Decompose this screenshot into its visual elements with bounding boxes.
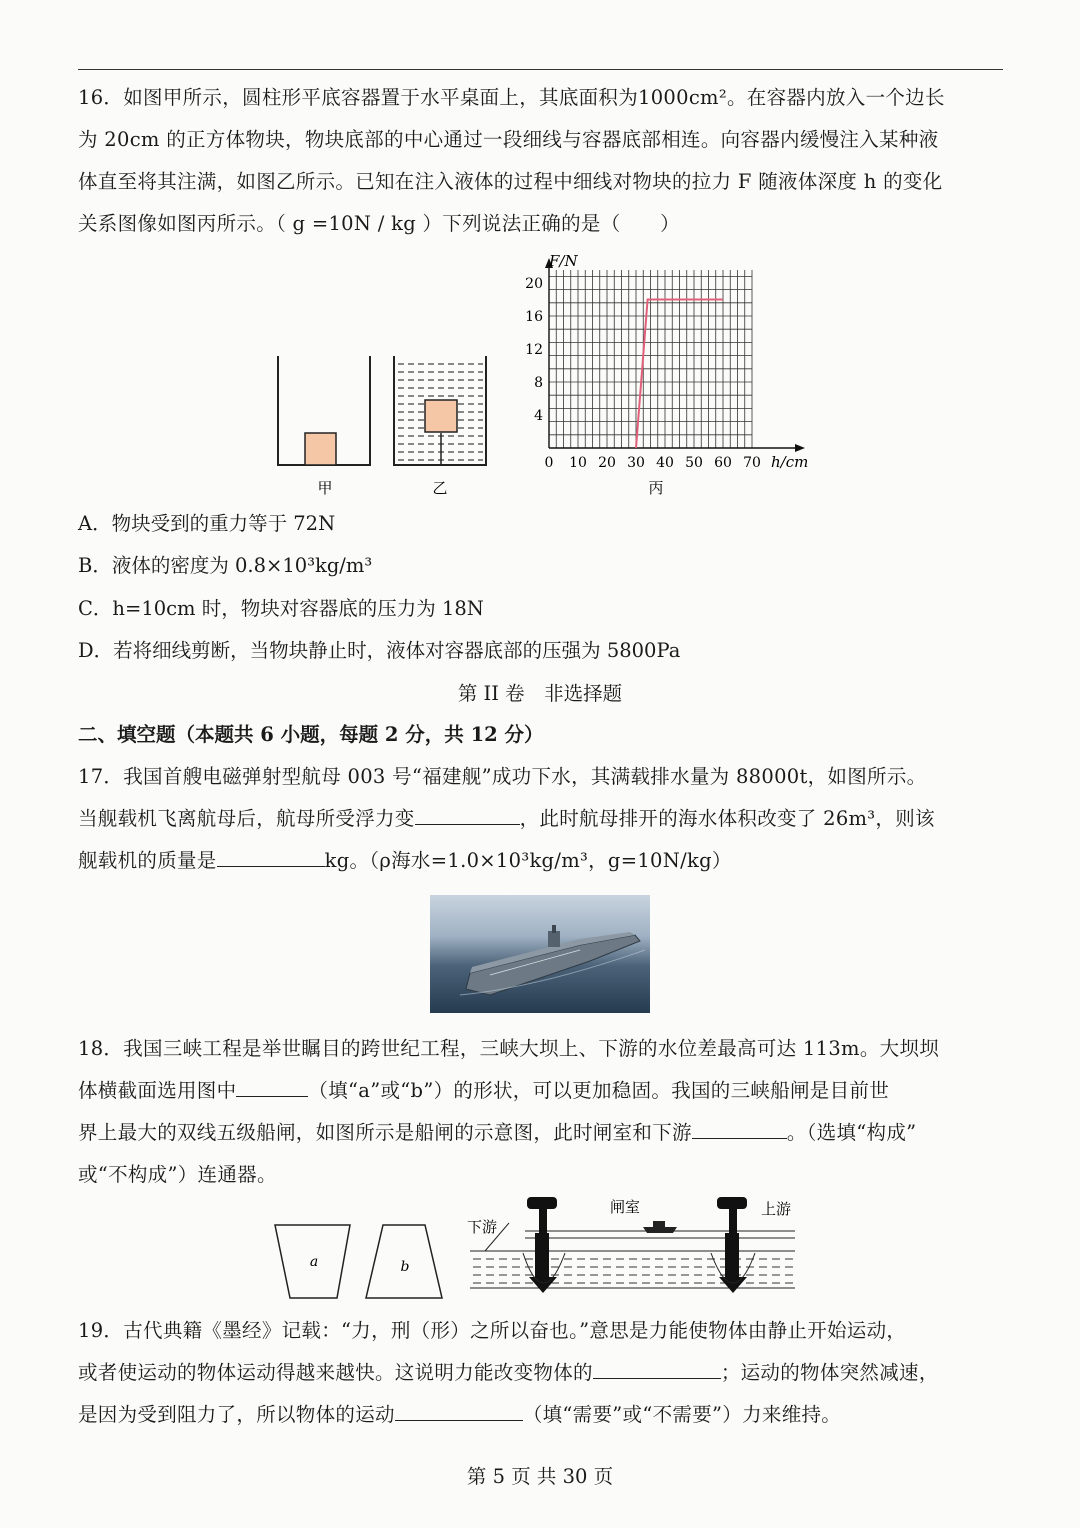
shape-a-label: a [309, 1254, 319, 1270]
x-axis-arrow [795, 444, 805, 452]
gate-right [717, 1197, 747, 1293]
option-a: A．物块受到的重力等于 72N [78, 512, 336, 535]
q18-line-1: 18．我国三峡工程是举世瞩目的跨世纪工程，三峡大坝上、下游的水位差最高可达 113m。大坝坝 [78, 1037, 940, 1060]
q19-line-2 [78, 1352, 1008, 1394]
question-19 [78, 1310, 1008, 1436]
q17-line-3b: kg。（ρ海水=1.0×10³kg/m³，g=10N/kg） [324, 849, 732, 872]
q19-line-3b: （填“需要”或“不需要”）力来维持。 [522, 1403, 842, 1426]
gate-left [527, 1197, 557, 1293]
q16-line-3: 体直至将其注满，如图乙所示。已知在注入液体的过程中细线对物块的拉力 F 随液体深度 h 的变化 [78, 170, 943, 193]
q19-line-1: 19．古代典籍《墨经》记载：“力，刑（形）之所以奋也。”意思是力能使物体由静止开始运动， [78, 1319, 907, 1342]
q17-line-2a: 当舰载机飞离航母后，航母所受浮力变 [78, 807, 415, 830]
y-tick-label: 16 [525, 309, 543, 325]
aircraft-carrier-photo [430, 895, 650, 1013]
blank-force-needed[interactable] [395, 1400, 523, 1421]
carrier-illustration [430, 895, 650, 1013]
q18-line-2a: 体横截面选用图中 [78, 1079, 237, 1102]
q17-line-3 [78, 840, 1008, 882]
option-b: B．液体的密度为 0.8×10³kg/m³ [78, 554, 373, 577]
figure-bing-chart [505, 248, 815, 503]
q17-line-3a: 舰载机的质量是 [78, 849, 217, 872]
x-tick-label: 40 [656, 455, 674, 471]
page-footer: 第 5 页 共 30 页 [466, 1465, 614, 1488]
question-16 [78, 77, 1008, 245]
blank-connected-vessel[interactable] [692, 1118, 787, 1139]
x-tick-label: 10 [569, 455, 587, 471]
q18-line-3 [78, 1112, 1008, 1154]
y-tick-label: 4 [534, 408, 543, 424]
x-axis-label: h/cm [771, 453, 809, 471]
figure-yi [388, 350, 498, 500]
x-tick-label: 0 [544, 455, 554, 471]
option-d: D．若将细线剪断，当物块静止时，液体对容器底部的压强为 5800Pa [78, 639, 681, 662]
blank-motion-state[interactable] [593, 1358, 721, 1379]
question-18 [78, 1028, 1008, 1196]
q17-line-1: 17．我国首艘电磁弹射型航母 003 号“福建舰”成功下水，其满载排水量为 88000t，如图所示。 [78, 765, 927, 788]
section-heading: 二、填空题（本题共 6 小题，每题 2 分，共 12 分） [78, 723, 544, 746]
block-jia [305, 433, 336, 465]
q19-line-2a: 或者使运动的物体运动得越来越快。这说明力能改变物体的 [78, 1361, 593, 1384]
x-tick-label: 60 [714, 455, 732, 471]
fig-label-yi: 乙 [432, 479, 448, 497]
figure-jia [270, 350, 380, 500]
q16-line-4: 关系图像如图丙所示。（ g =10N / kg ）下列说法正确的是（ ） [78, 212, 680, 235]
q18-line-3a: 界上最大的双线五级船闸，如图所示是船闸的示意图，此时闸室和下游 [78, 1121, 692, 1144]
question-17 [78, 756, 1008, 882]
fig-label-jia: 甲 [317, 479, 333, 497]
block-yi [425, 400, 457, 432]
chart-grid [549, 270, 752, 448]
q18-line-3b: 。（选填“构成” [786, 1121, 917, 1144]
blank-dam-shape[interactable] [236, 1076, 308, 1097]
option-c: C．h=10cm 时，物块对容器底的压力为 18N [78, 597, 484, 620]
x-tick-label: 50 [685, 455, 703, 471]
downstream-label: 下游 [467, 1218, 498, 1236]
q19-line-3a: 是因为受到阻力了，所以物体的运动 [78, 1403, 395, 1426]
y-tick-label: 12 [525, 342, 543, 358]
upstream-label: 上游 [761, 1200, 792, 1218]
x-tick-label: 20 [598, 455, 616, 471]
y-axis-label: F/N [549, 252, 578, 270]
dam-shapes [270, 1220, 450, 1305]
q19-line-3 [78, 1394, 1008, 1436]
blank-mass[interactable] [217, 846, 325, 867]
q16-line-1: 16．如图甲所示，圆柱形平底容器置于水平桌面上，其底面积为1000cm²。在容器内放入一个边长 [78, 86, 945, 109]
blank-buoyancy[interactable] [415, 804, 520, 825]
ship-icon [643, 1221, 677, 1233]
shape-b-label: b [400, 1259, 410, 1275]
q18-line-2 [78, 1070, 1008, 1112]
x-tick-label: 30 [627, 455, 645, 471]
fig-label-bing: 丙 [648, 479, 664, 497]
section-ii-title: 第 II 卷 非选择题 [457, 682, 623, 705]
q18-line-2b: （填“a”或“b”）的形状，可以更加稳固。我国的三峡船闸是目前世 [308, 1079, 889, 1102]
q17-line-2b: ，此时航母排开的海水体积改变了 26m³，则该 [519, 807, 935, 830]
water-surface-lines [470, 1231, 795, 1251]
lock-chamber-label: 闸室 [610, 1198, 641, 1216]
ship-lock-diagram [465, 1193, 805, 1308]
q17-line-2 [78, 798, 1008, 840]
y-tick-label: 8 [534, 375, 543, 391]
q16-line-2: 为 20cm 的正方体物块，物块底部的中心通过一段细线与容器底部相连。向容器内缓慢注入某种液 [78, 128, 939, 151]
y-tick-label: 20 [525, 276, 543, 292]
q19-line-2b: ；运动的物体突然减速， [720, 1361, 939, 1384]
x-tick-label: 70 [743, 455, 761, 471]
q18-line-4: 或“不构成”）连通器。 [78, 1163, 277, 1186]
top-rule [78, 69, 1003, 70]
